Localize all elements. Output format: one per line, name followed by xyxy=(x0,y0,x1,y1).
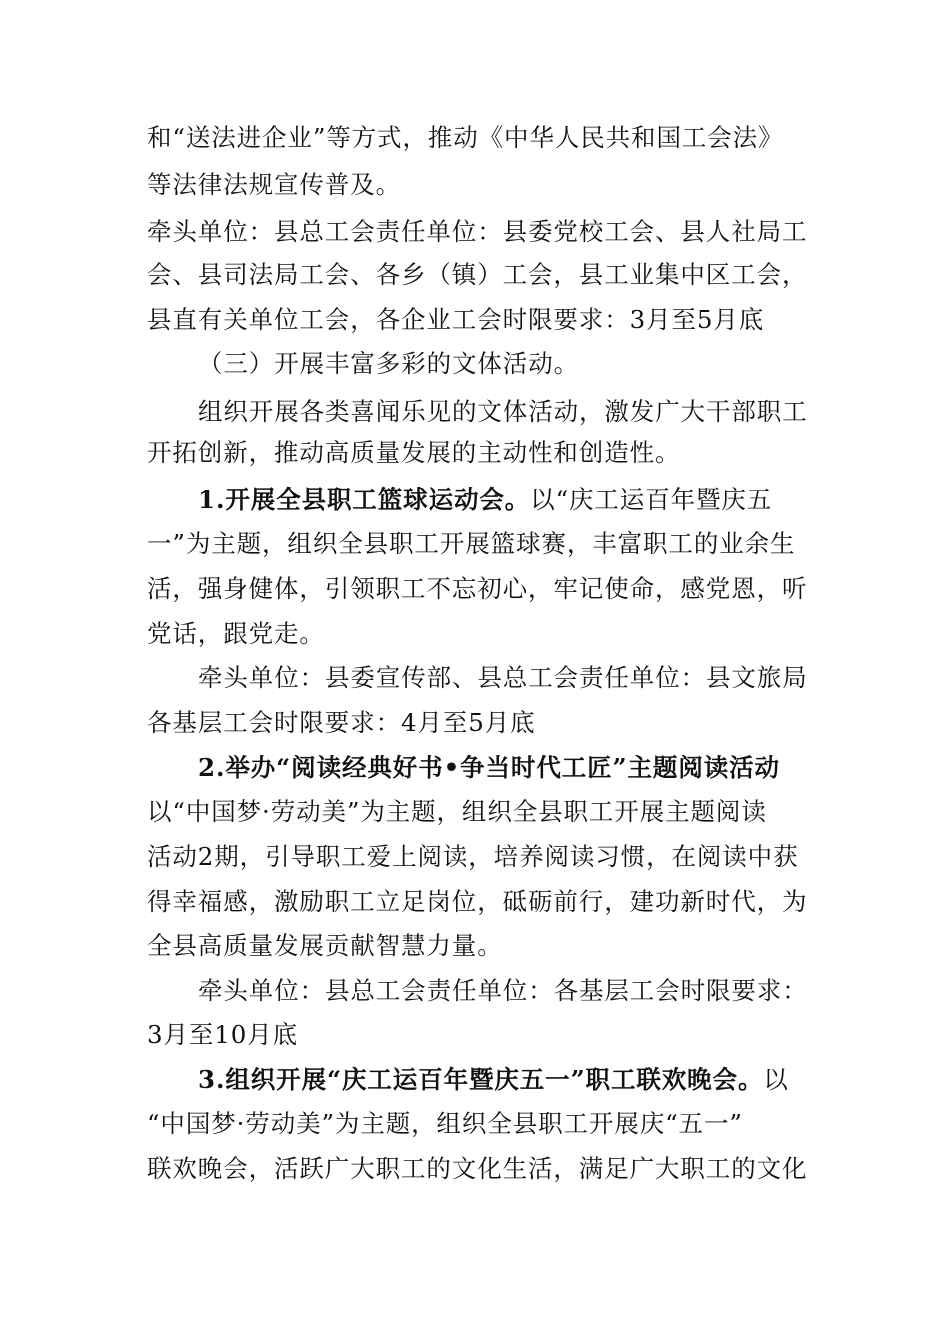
text-line: 组织开展各类喜闻乐见的文体活动，激发广大干部职工 xyxy=(198,397,808,426)
text-line: 牵头单位：县总工会责任单位：各基层工会时限要求： xyxy=(198,976,808,1005)
text-line: 县直有关单位工会，各企业工会时限要求：3月至5月底 xyxy=(147,305,765,334)
text-line: “中国梦·劳动美”为主题，组织全县职工开展庆“五一” xyxy=(147,1109,743,1138)
item-heading-line xyxy=(198,484,772,516)
text-line: 以“中国梦·劳动美”为主题，组织全县职工开展主题阅读 xyxy=(147,797,767,826)
text-line: 联欢晚会，活跃广大职工的文化生活，满足广大职工的文化 xyxy=(147,1154,808,1183)
text-line: 会、县司法局工会、各乡（镇）工会，县工业集中区工会， xyxy=(147,260,808,289)
text-line: 开拓创新，推动高质量发展的主动性和创造性。 xyxy=(147,438,681,467)
item-heading: 3.组织开展“庆工运百年暨庆五一”职工联欢晚会。 xyxy=(198,1065,764,1094)
item-heading-line xyxy=(198,1064,789,1096)
item-text: 以“庆工运百年暨庆五 xyxy=(530,485,773,514)
item-heading: 2.举办“阅读经典好书•争当时代工匠”主题阅读活动 xyxy=(198,753,780,782)
text-line: 得幸福感，激励职工立足岗位，砥砺前行，建功新时代，为 xyxy=(147,887,808,916)
text-line: 各基层工会时限要求：4月至5月底 xyxy=(147,708,536,737)
text-line: 牵头单位：县总工会责任单位：县委党校工会、县人社局工 xyxy=(147,217,808,246)
text-line: 一”为主题，组织全县职工开展篮球赛，丰富职工的业余生 xyxy=(147,529,796,558)
section-heading: （三）开展丰富多彩的文体活动。 xyxy=(198,349,579,378)
text-line: 活动2期，引导职工爱上阅读，培养阅读习惯，在阅读中获 xyxy=(147,842,799,871)
text-line: 3月至10月底 xyxy=(147,1020,299,1049)
text-line: 全县高质量发展贡献智慧力量。 xyxy=(147,931,503,960)
item-heading-line xyxy=(198,752,780,784)
text-line: 牵头单位：县委宣传部、县总工会责任单位：县文旅局 xyxy=(198,663,808,692)
item-heading: 1.开展全县职工篮球运动会。 xyxy=(198,485,531,514)
text-line: 等法律法规宣传普及。 xyxy=(147,170,401,199)
item-text: 以 xyxy=(763,1065,789,1094)
text-line: 活，强身健体，引领职工不忘初心，牢记使命，感党恩，听 xyxy=(147,574,808,603)
text-line: 党话，跟党走。 xyxy=(147,619,325,648)
text-line: 和“送法进企业”等方式，推动《中华人民共和国工会法》 xyxy=(147,123,784,152)
